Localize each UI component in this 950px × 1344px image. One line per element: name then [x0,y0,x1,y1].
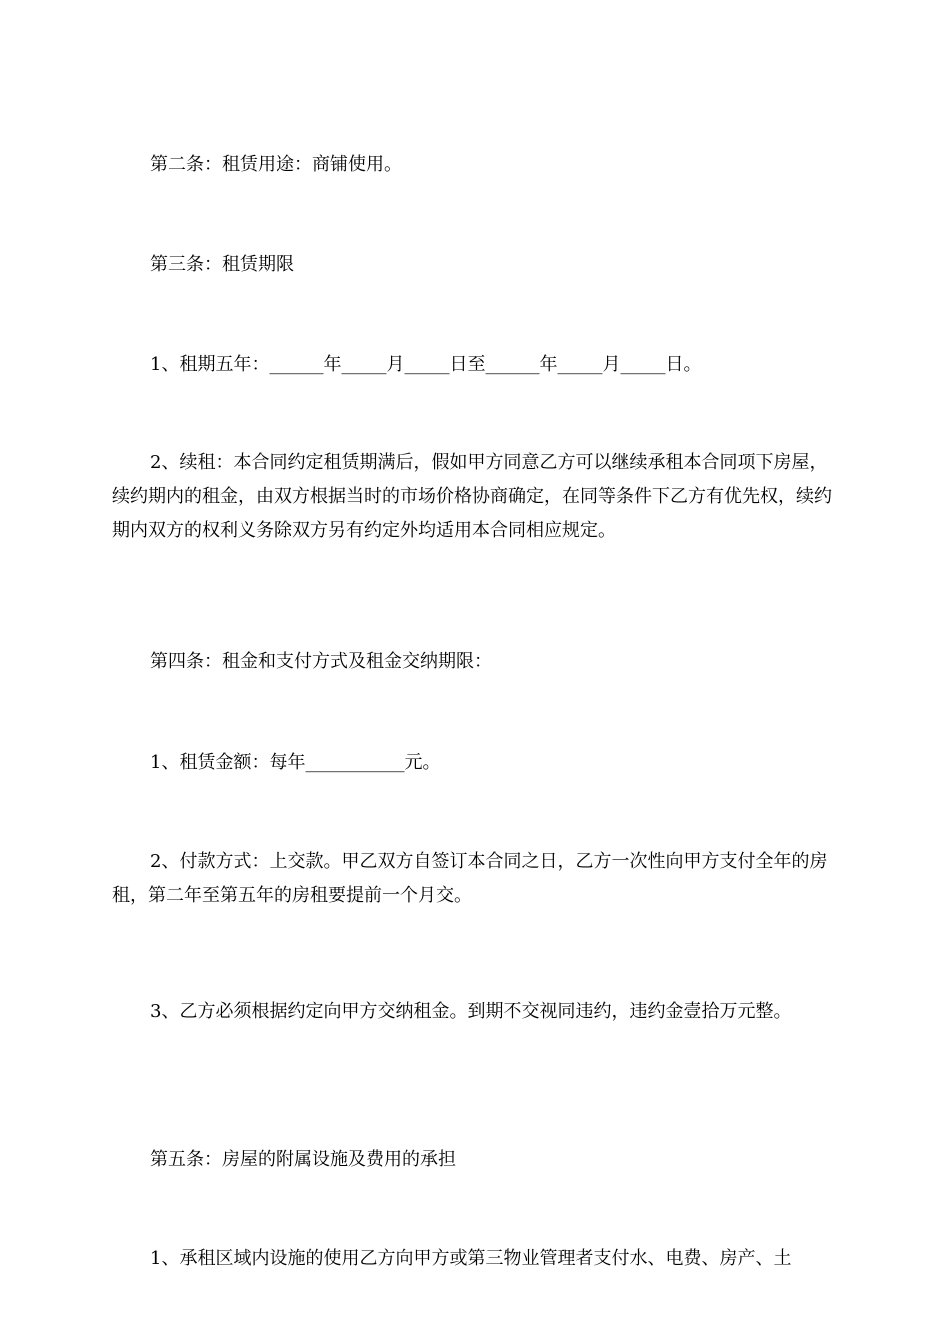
paragraph-text: 1、承租区域内设施的使用乙方向甲方或第三物业管理者支付水、电费、房产、土 [150,1248,792,1269]
lease-term-clause [112,348,842,382]
paragraph-text: 2、付款方式：上交款。甲乙双方自签订本合同之日，乙方一次性向甲方支付全年的房租，第二年至第五年的房租要提前一个月交。 [112,851,828,906]
paragraph-text: 第二条：租赁用途：商铺使用。 [150,154,402,175]
renewal-clause [112,446,842,548]
article-3-heading [112,248,842,282]
payment-method-clause [112,845,842,913]
paragraph-text: 1、租赁金额：每年___________元。 [150,752,441,773]
paragraph-text: 1、租期五年：______年_____月_____日至______年_____月_____日。 [150,354,702,375]
facility-fees-clause [112,1242,842,1276]
rent-amount-clause [112,746,842,780]
article-4-heading [112,645,842,679]
paragraph-text: 第五条：房屋的附属设施及费用的承担 [150,1149,456,1170]
late-payment-clause [112,995,842,1029]
paragraph-text: 2、续租：本合同约定租赁期满后，假如甲方同意乙方可以继续承租本合同项下房屋，续约期内的租金，由双方根据当时的市场价格协商确定，在同等条件下乙方有优先权，续约期内双方的权利义务除双方另有约定外均适用本合同相应规定。 [112,452,832,541]
paragraph-text: 第四条：租金和支付方式及租金交纳期限： [150,651,492,672]
article-2-purpose [112,148,842,182]
paragraph-text: 3、乙方必须根据约定向甲方交纳租金。到期不交视同违约，违约金壹拾万元整。 [150,1001,792,1022]
paragraph-text: 第三条：租赁期限 [150,254,294,275]
article-5-heading [112,1143,842,1177]
